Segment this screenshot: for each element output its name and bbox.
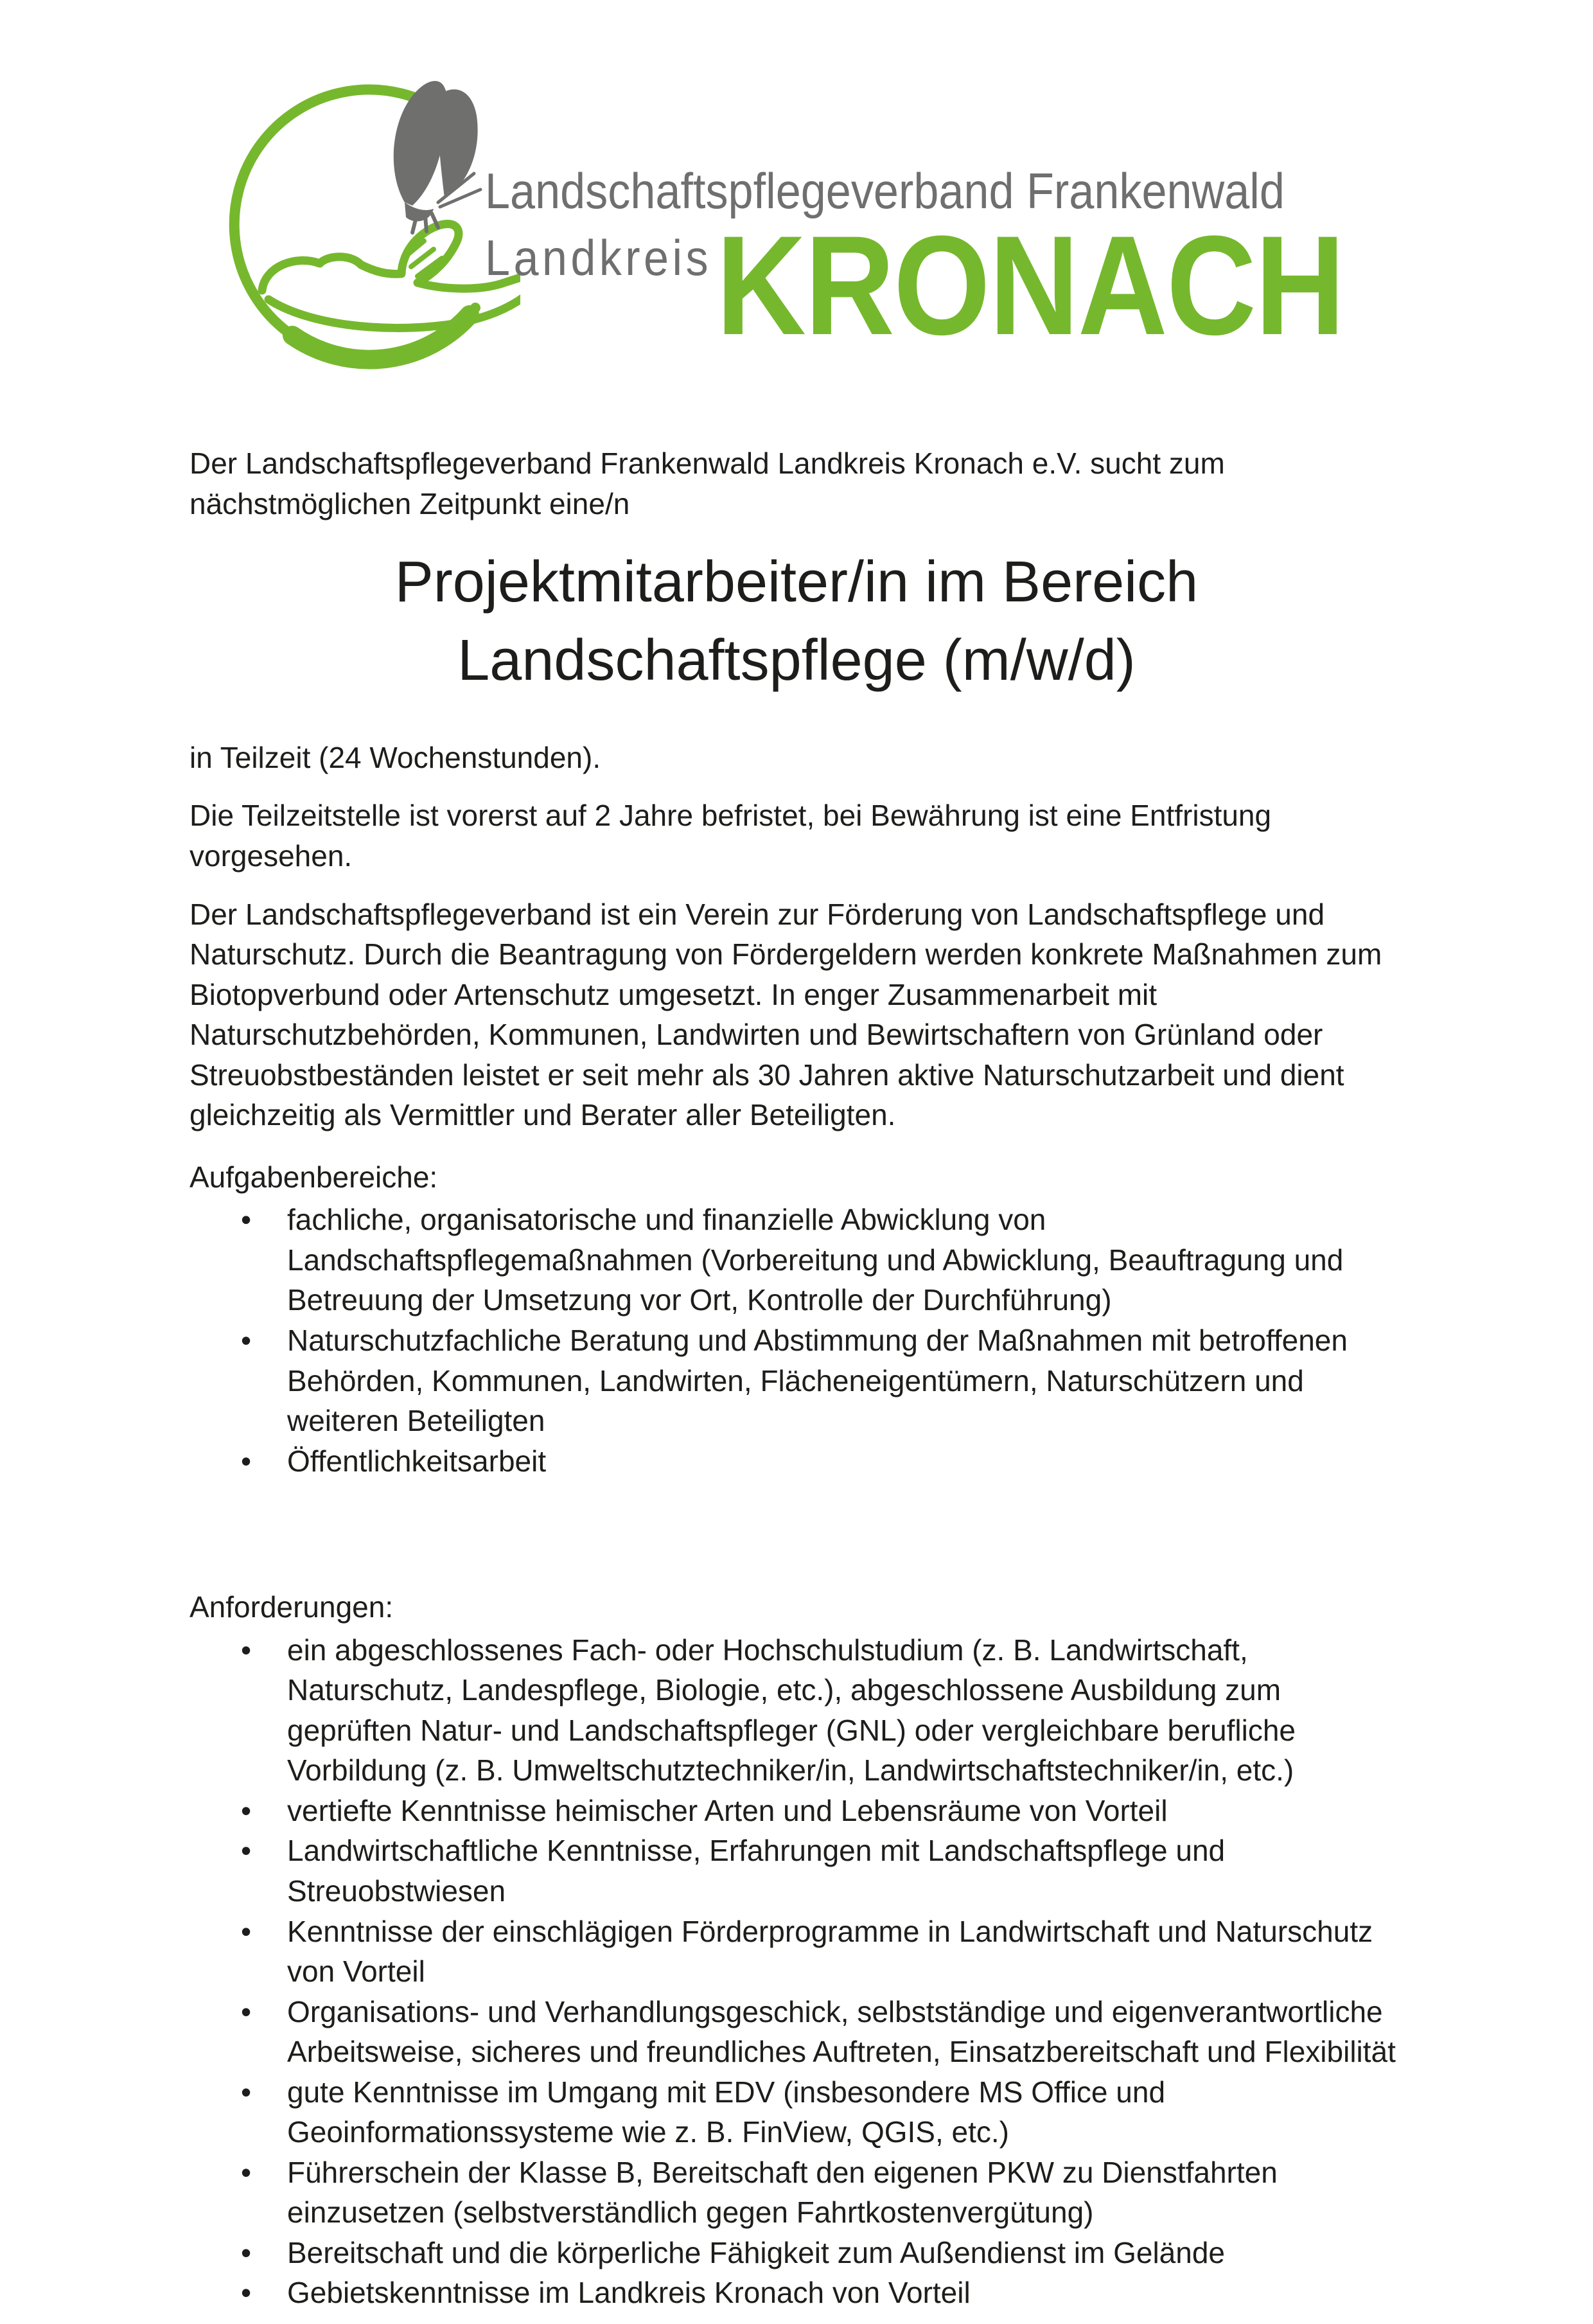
list-item: • Naturschutzfachliche Beratung und Abstimmung der Maßnahmen mit betroffenen Behörden, Kommunen, Landwirten, Flächeneigentümern, Naturschützern und weiteren Beteiligten (287, 1320, 1404, 1441)
list-item: • Gebietskenntnisse im Landkreis Kronach von Vorteil (287, 2273, 1404, 2313)
list-item: • Führerschein der Klasse B, Bereitschaft den eigenen PKW zu Dienstfahrten einzusetzen (selbstverständlich gegen Fahrtkostenvergütung) (287, 2152, 1404, 2233)
about-paragraph: Der Landschaftspflegeverband ist ein Verein zur Förderung von Landschaftspflege und Naturschutz. Durch die Beantragung von Fördergeldern werden konkrete Maßnahmen zum Biotopverbund oder Artenschutz umgesetzt. In enger Zusammenarbeit mit Naturschutzbehörden, Kommunen, Landwirten und Bewirtschaftern von Grünland oder Streuobstbeständen leistet er seit mehr als 30 Jahren aktive Naturschutzarbeit und dient gleichzeitig als Vermittler und Berater aller Beteiligten. (189, 897, 1382, 1132)
section-heading-requirements: Anforderungen: (189, 1590, 394, 1624)
section-heading-tasks: Aufgabenbereiche: (189, 1160, 438, 1194)
logo (212, 71, 1381, 379)
tasks-list (189, 1200, 1404, 1481)
job-title-line-2: Landschaftspflege (m/w/d) (457, 628, 1136, 693)
list-item: • vertiefte Kenntnisse heimischer Arten und Lebensräume von Vorteil (287, 1791, 1404, 1831)
intro-paragraph: Der Landschaftspflegeverband Frankenwald Landkreis Kronach e.V. sucht zum nächstmöglichen Zeitpunkt eine/n (189, 447, 1225, 520)
requirements-list (189, 1630, 1404, 2313)
list-item: • fachliche, organisatorische und finanzielle Abwicklung von Landschaftspflegemaßnahmen (Vorbereitung und Abwicklung, Beauftragung und Betreuung der Umsetzung vor Ort, Kontrolle der Durchführung) (287, 1200, 1404, 1320)
hand-with-butterfly-icon (212, 71, 520, 379)
logo-org-name: Landschaftspflegeverband Frankenwald (485, 163, 1285, 219)
logo-landkreis-label: Landkreis (485, 229, 712, 286)
list-item: • Organisations- und Verhandlungsgeschick, selbstständige und eigenverantwortliche Arbeitsweise, sicheres und freundliches Auftreten, Einsatzbereitschaft und Flexibilität (287, 1992, 1404, 2072)
contract-paragraph: Die Teilzeitstelle ist vorerst auf 2 Jahre befristet, bei Bewährung ist eine Entfristung vorgesehen. (189, 799, 1272, 873)
job-title-line-1: Projektmitarbeiter/in im Bereich (394, 550, 1199, 615)
list-item: • ein abgeschlossenes Fach- oder Hochschulstudium (z. B. Landwirtschaft, Naturschutz, Landespflege, Biologie, etc.), abgeschlossene Ausbildung zum geprüften Natur- und Landschaftspfleger (GNL) oder vergleichbare berufliche Vorbildung (z. B. Umweltschutztechniker/in, Landwirtschaftstechniker/in, etc.) (287, 1630, 1404, 1791)
part-time-paragraph: in Teilzeit (24 Wochenstunden). (189, 740, 601, 774)
hand-outline (262, 224, 520, 328)
list-item: • Bereitschaft und die körperliche Fähigkeit zum Außendienst im Gelände (287, 2233, 1404, 2273)
document-page (0, 71, 1593, 2324)
list-item: • gute Kenntnisse im Umgang mit EDV (insbesondere MS Office und Geoinformationssysteme wie z. B. FinView, QGIS, etc.) (287, 2072, 1404, 2152)
document-body (189, 443, 1404, 2313)
list-item: • Kenntnisse der einschlägigen Förderprogramme in Landwirtschaft und Naturschutz von Vorteil (287, 1912, 1404, 1992)
list-item: • Öffentlichkeitsarbeit (287, 1441, 1404, 1482)
butterfly-icon (394, 81, 480, 233)
list-item: • Landwirtschaftliche Kenntnisse, Erfahrungen mit Landschaftspflege und Streuobstwiesen (287, 1831, 1404, 1911)
logo-city-name: KRONACH (716, 206, 1344, 364)
job-title (189, 543, 1404, 700)
